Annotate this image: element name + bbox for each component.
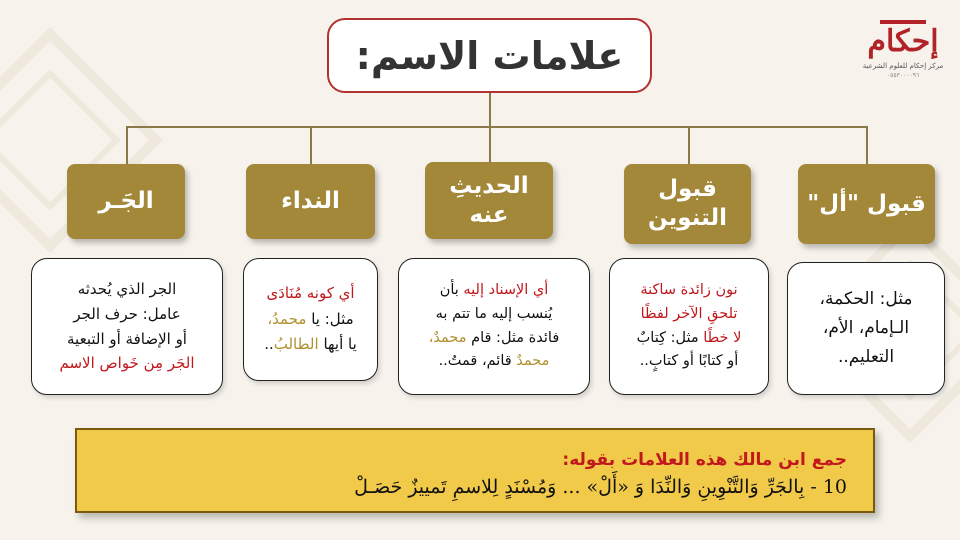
card-text-highlight: نون زائدة ساكنة bbox=[640, 281, 738, 298]
category-card-isnad bbox=[398, 258, 590, 395]
card-text: فائدة مثل: قام bbox=[466, 329, 560, 346]
category-card-tanween bbox=[609, 258, 769, 395]
card-text: مثل: يا bbox=[306, 309, 354, 328]
card-text: الجر الذي يُحدثه bbox=[77, 280, 177, 298]
card-text-example: محمدُ، bbox=[267, 309, 307, 328]
connector-line bbox=[310, 126, 312, 164]
card-text-example: محمدٌ، bbox=[428, 329, 467, 346]
logo-phone: ٠٥٥٣٠٠٠٠٩٦ bbox=[886, 72, 920, 79]
card-text-highlight: أي الإسناد إليه bbox=[463, 281, 549, 298]
card-text: مثل: الحكمة، bbox=[819, 289, 913, 310]
category-header-jar: الجَـر bbox=[67, 164, 185, 239]
category-header-isnad: الحديثِ عنه bbox=[425, 162, 553, 239]
banner-verse: 10 - بِالجَرِّ وَالتَّنْوِينِ وَالنِّدَا وَ «أَلْ» ... وَمُسْنَدٍ لِلاسمِ تَمييزٌ حَصَـلْ bbox=[354, 476, 847, 498]
card-line bbox=[38, 327, 216, 352]
card-line bbox=[38, 351, 216, 376]
card-line bbox=[405, 350, 583, 374]
card-text: أو كتابًا أو كتابٍ.. bbox=[639, 353, 739, 370]
card-line bbox=[616, 279, 762, 303]
card-text-highlight: الجَر مِن خَواص الاسم bbox=[59, 354, 195, 373]
connector-line bbox=[688, 126, 690, 164]
card-line bbox=[250, 332, 371, 358]
card-text: التعليم.. bbox=[837, 346, 895, 367]
card-line bbox=[794, 314, 938, 343]
verse-banner bbox=[75, 428, 875, 513]
card-line bbox=[794, 343, 938, 372]
category-header-nidaa: النداء bbox=[246, 164, 375, 239]
card-text-example: محمدٌ bbox=[516, 353, 550, 370]
card-line bbox=[405, 327, 583, 351]
card-line bbox=[38, 277, 216, 302]
card-line bbox=[616, 350, 762, 374]
card-text: أو الإضافة أو التبعية bbox=[67, 329, 187, 348]
category-card-nidaa bbox=[243, 258, 378, 381]
card-line bbox=[616, 303, 762, 327]
card-text: .. bbox=[264, 335, 274, 354]
card-line bbox=[405, 303, 583, 327]
logo-word: إحكام bbox=[867, 24, 939, 59]
card-line bbox=[794, 285, 938, 314]
connector-line bbox=[489, 126, 491, 164]
card-text: بأن bbox=[439, 281, 464, 298]
card-text: مثل: كِتابٌ bbox=[636, 329, 704, 346]
connector-line bbox=[126, 126, 868, 128]
category-card-jar bbox=[31, 258, 223, 395]
connector-line bbox=[866, 126, 868, 164]
connector-line bbox=[126, 126, 128, 164]
card-text-highlight: لا خطًا bbox=[703, 329, 742, 346]
card-line bbox=[38, 302, 216, 327]
category-header-tanween: قبول التنوين bbox=[624, 164, 751, 244]
card-text: قائم، قمتُ.. bbox=[438, 353, 517, 370]
card-text: الـإمام، الأم، bbox=[822, 318, 910, 339]
card-text-highlight: تلحقِ الآخر لفظًا bbox=[640, 305, 738, 322]
card-text: عامل: حرف الجر bbox=[73, 304, 181, 323]
card-line bbox=[250, 281, 371, 307]
card-line bbox=[405, 279, 583, 303]
card-line bbox=[616, 327, 762, 351]
banner-title: جمع ابن مالك هذه العلامات بقوله: bbox=[562, 450, 847, 470]
diagram-title: علامات الاسم: bbox=[327, 18, 652, 93]
card-text-highlight: أي كونه مُنَادَى bbox=[266, 284, 355, 303]
category-header-al: قبول "أل" bbox=[798, 164, 935, 244]
card-line bbox=[250, 307, 371, 333]
logo-subtitle: مركز إحكام للعلوم الشرعية bbox=[862, 62, 944, 70]
category-card-al bbox=[787, 262, 945, 395]
card-text-example: الطالبُ bbox=[273, 335, 319, 354]
connector-line bbox=[489, 93, 491, 127]
logo bbox=[862, 16, 944, 84]
card-text: يا أيها bbox=[318, 335, 357, 354]
card-text: يُنسب إليه ما تتم به bbox=[435, 305, 553, 322]
